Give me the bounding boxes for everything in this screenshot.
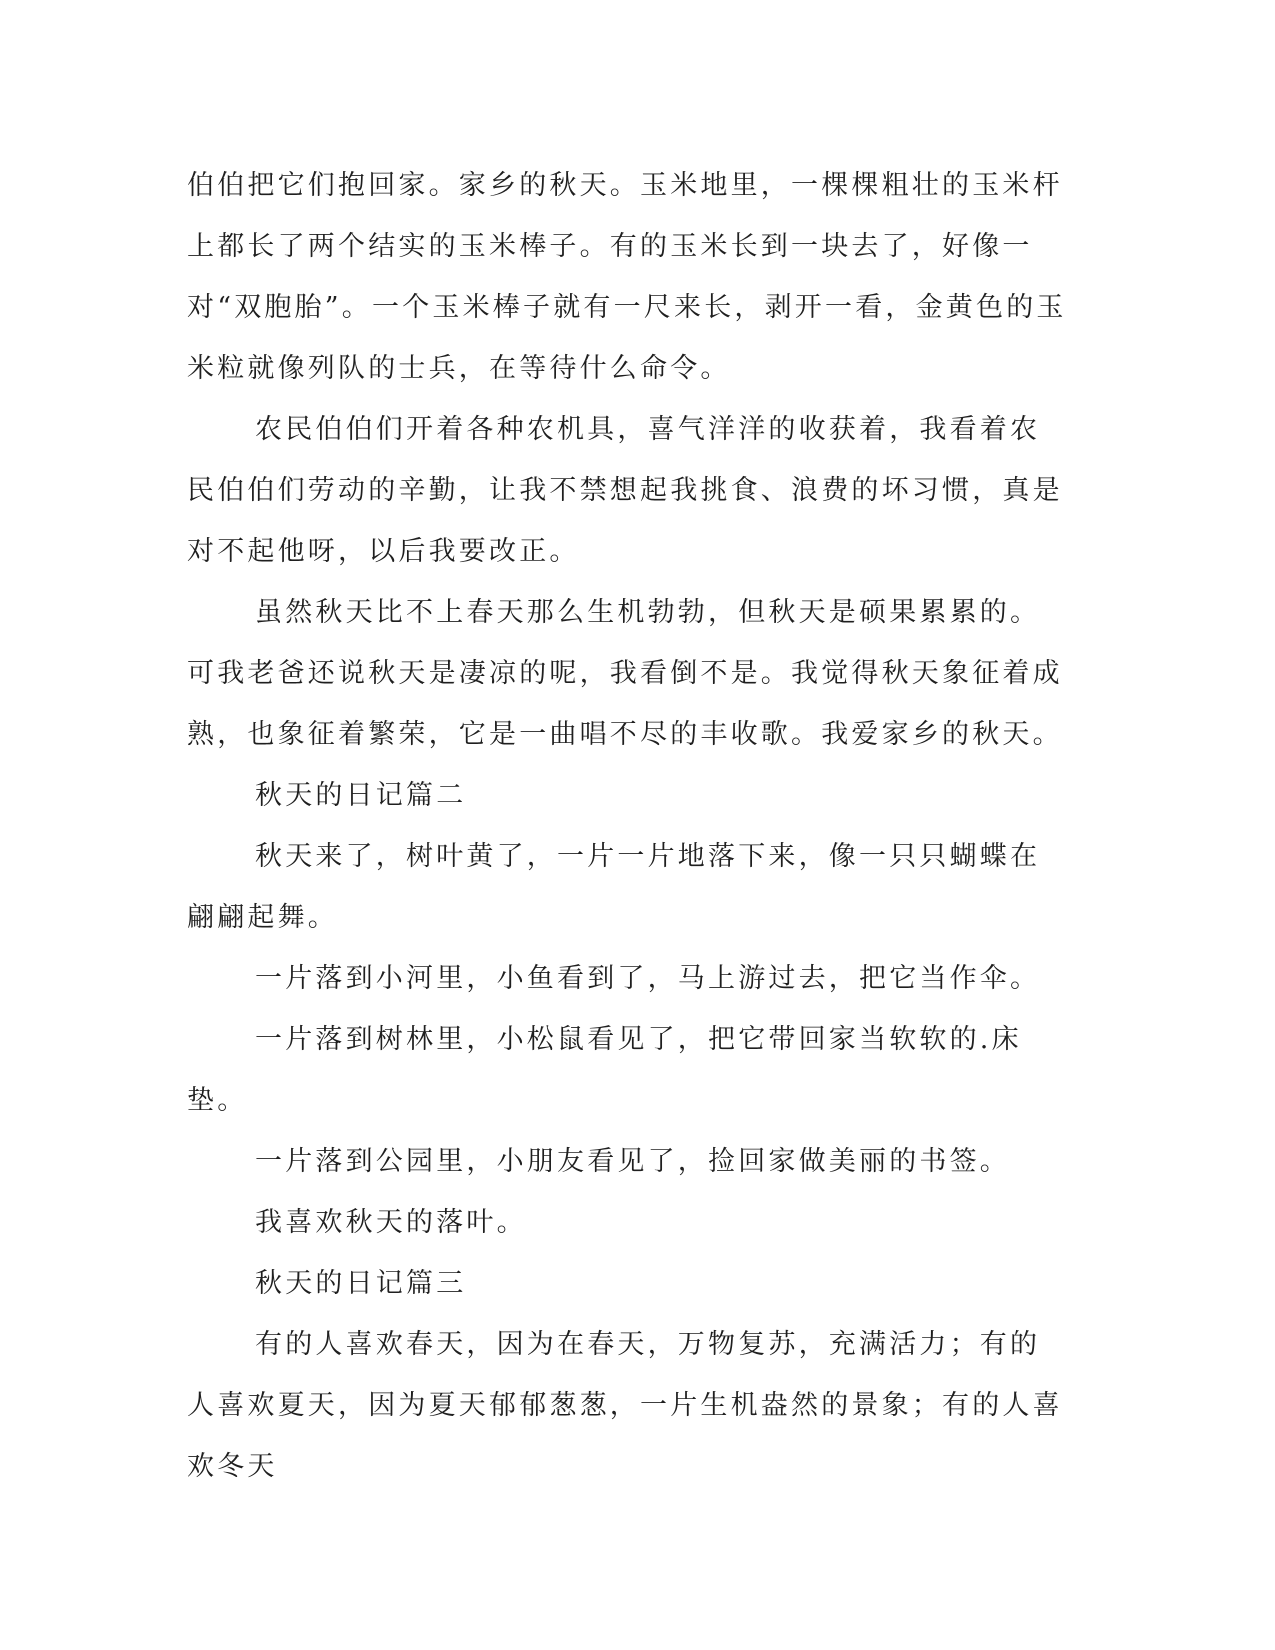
document-body <box>187 155 1067 1497</box>
paragraph-seasons: 有的人喜欢春天，因为在春天，万物复苏，充满活力；有的人喜欢夏天，因为夏天郁郁葱葱，一片生机盎然的景象；有的人喜欢冬天 <box>187 1329 1063 1482</box>
section-heading-three: 秋天的日记篇三 <box>255 1268 467 1299</box>
paragraph-autumn-meaning: 虽然秋天比不上春天那么生机勃勃，但秋天是硕果累累的。可我老爸还说秋天是凄凉的呢，我看倒不是。我觉得秋天象征着成熟，也象征着繁荣，它是一曲唱不尽的丰收歌。我爱家乡的秋天。 <box>187 597 1063 750</box>
paragraph-leaves-falling: 秋天来了，树叶黄了，一片一片地落下来，像一只只蝴蝶在翩翩起舞。 <box>187 841 1041 933</box>
paragraph-harvest-corn: 伯伯把它们抱回家。家乡的秋天。玉米地里，一棵棵粗壮的玉米杆上都长了两个结实的玉米棒子。有的玉米长到一块去了，好像一对“双胞胎”。一个玉米棒子就有一尺来长，剥开一看，金黄色的玉米粒就像列队的士兵，在等待什么命令。 <box>187 170 1067 384</box>
paragraph-leaf-park: 一片落到公园里，小朋友看见了，捡回家做美丽的书签。 <box>255 1146 1010 1177</box>
paragraph-leaf-forest: 一片落到树林里，小松鼠看见了，把它带回家当软软的.床垫。 <box>187 1024 1022 1116</box>
paragraph-farmers: 农民伯伯们开着各种农机具，喜气洋洋的收获着，我看着农民伯伯们劳动的辛勤，让我不禁想起我挑食、浪费的坏习惯，真是对不起他呀，以后我要改正。 <box>187 414 1063 567</box>
paragraph-leaf-river: 一片落到小河里，小鱼看到了，马上游过去，把它当作伞。 <box>255 963 1041 994</box>
paragraph-like-leaves: 我喜欢秋天的落叶。 <box>255 1207 527 1238</box>
section-heading-two: 秋天的日记篇二 <box>255 780 467 811</box>
